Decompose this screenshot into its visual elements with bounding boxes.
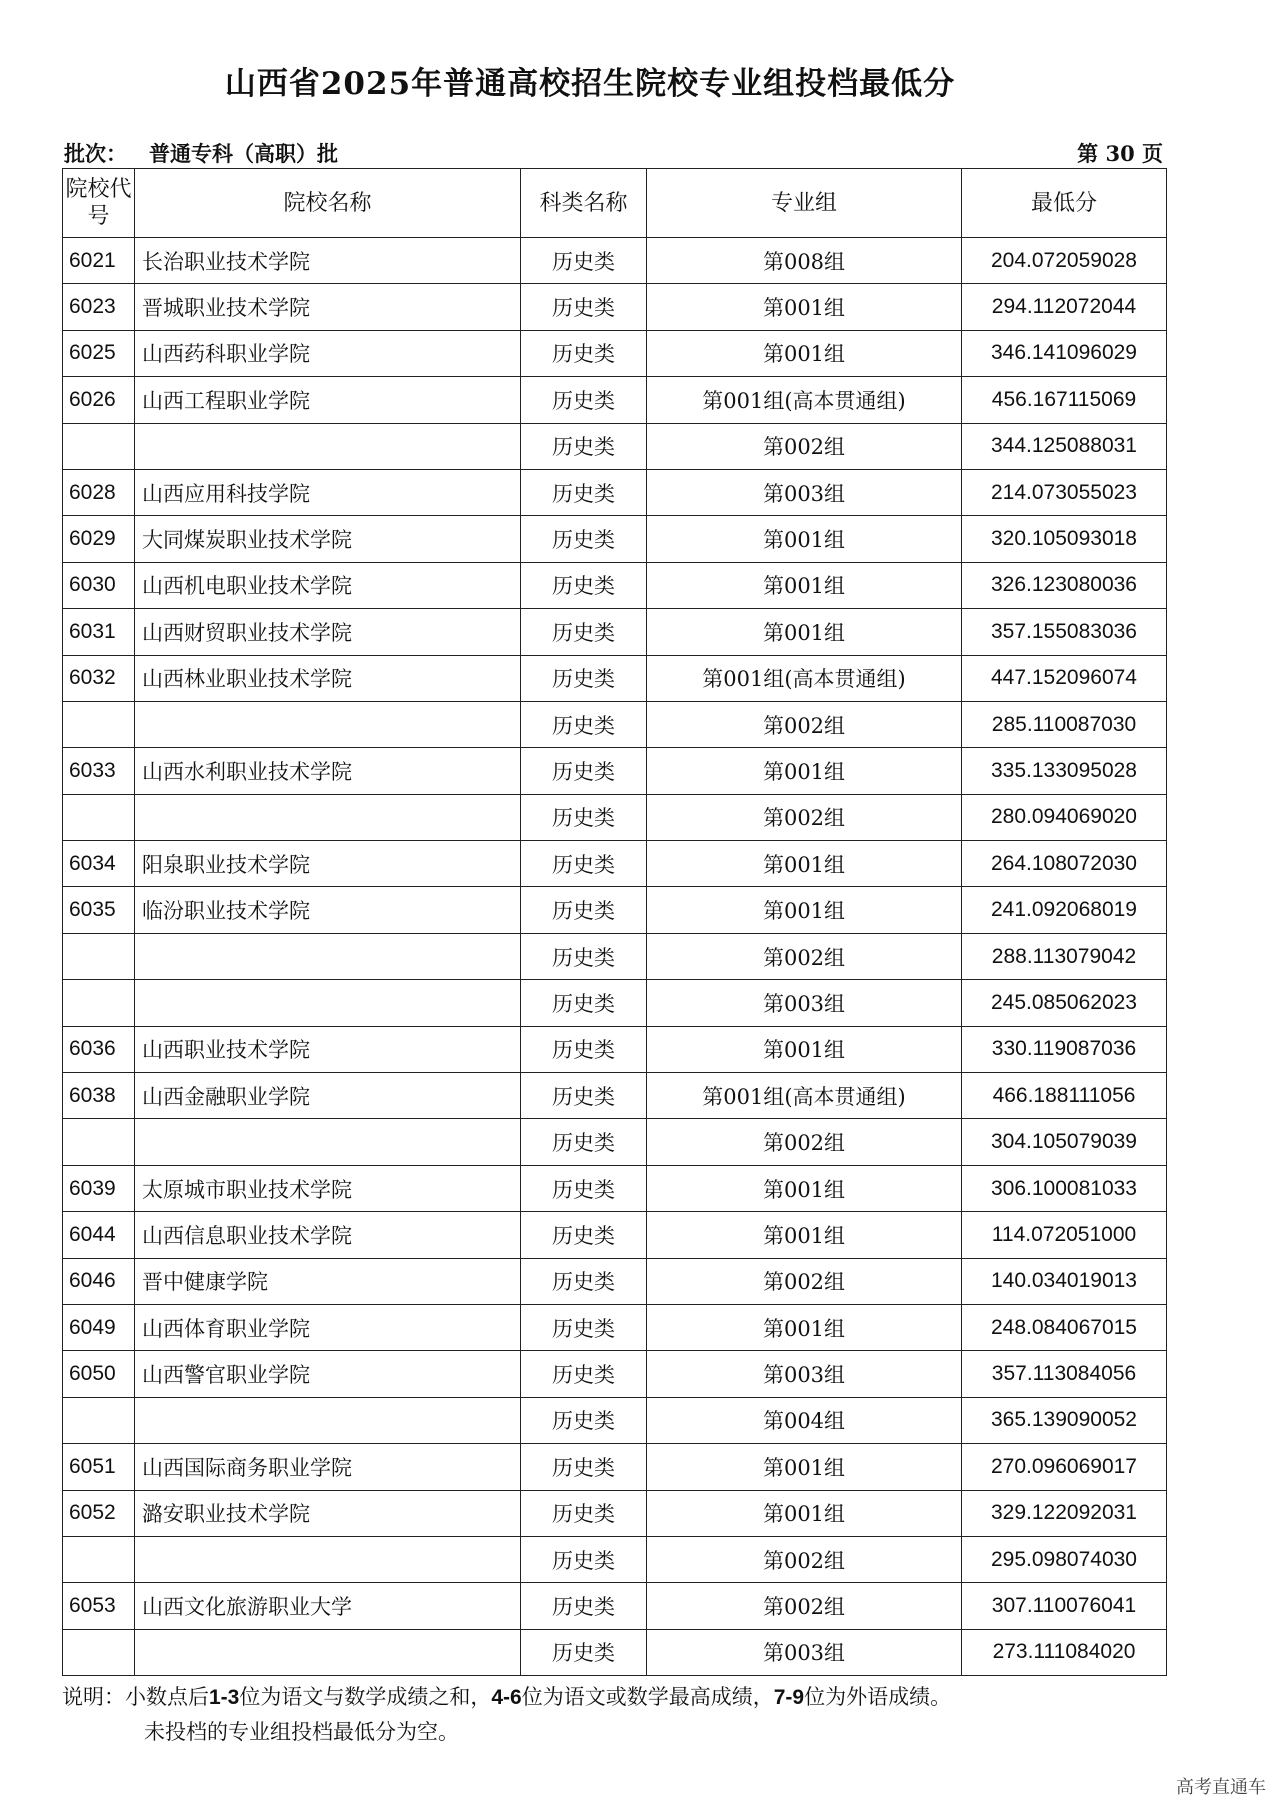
min-score-cell: 447.152096074 <box>962 655 1167 701</box>
school-code-cell: 6053 <box>63 1583 135 1629</box>
school-name-cell: 山西工程职业学院 <box>135 377 521 423</box>
school-code-cell: 6036 <box>63 1026 135 1072</box>
major-group-cell: 第001组 <box>647 284 962 330</box>
school-code-cell: 6021 <box>63 238 135 284</box>
major-group-cell: 第001组(高本贯通组) <box>647 1073 962 1119</box>
school-code-cell <box>63 1397 135 1443</box>
footnote <box>62 1680 951 1749</box>
major-group-cell: 第001组 <box>647 562 962 608</box>
category-cell: 历史类 <box>521 1351 647 1397</box>
min-score-cell: 357.155083036 <box>962 609 1167 655</box>
footnote-text: 位为外语成绩。 <box>804 1685 952 1709</box>
school-name-cell: 山西财贸职业技术学院 <box>135 609 521 655</box>
min-score-cell: 214.073055023 <box>962 469 1167 515</box>
table-row <box>63 1583 1167 1629</box>
major-group-cell: 第002组 <box>647 933 962 979</box>
min-score-cell: 326.123080036 <box>962 562 1167 608</box>
page-number: 第 30 页 <box>1077 141 1163 166</box>
min-score-cell: 335.133095028 <box>962 748 1167 794</box>
category-cell: 历史类 <box>521 284 647 330</box>
header-category: 科类名称 <box>521 169 647 238</box>
school-code-cell: 6051 <box>63 1444 135 1490</box>
footnote-digits: 7-9 <box>773 1686 805 1709</box>
table-row <box>63 609 1167 655</box>
major-group-cell: 第001组 <box>647 1490 962 1536</box>
school-code-cell: 6030 <box>63 562 135 608</box>
school-name-cell: 山西信息职业技术学院 <box>135 1212 521 1258</box>
category-cell: 历史类 <box>521 1444 647 1490</box>
school-code-cell: 6028 <box>63 469 135 515</box>
min-score-cell: 273.111084020 <box>962 1629 1167 1675</box>
watermark: 高考直通车 <box>1176 1777 1266 1798</box>
header-school-name: 院校名称 <box>135 169 521 238</box>
school-name-cell: 山西应用科技学院 <box>135 469 521 515</box>
header-major-group: 专业组 <box>647 169 962 238</box>
major-group-cell: 第001组 <box>647 1212 962 1258</box>
school-code-cell <box>63 1119 135 1165</box>
table-row <box>63 469 1167 515</box>
min-score-cell: 466.188111056 <box>962 1073 1167 1119</box>
school-name-cell: 山西体育职业学院 <box>135 1304 521 1350</box>
school-code-cell: 6039 <box>63 1165 135 1211</box>
table-row <box>63 980 1167 1026</box>
category-cell: 历史类 <box>521 1536 647 1582</box>
school-code-cell: 6031 <box>63 609 135 655</box>
school-name-cell: 山西文化旅游职业大学 <box>135 1583 521 1629</box>
table-row <box>63 794 1167 840</box>
category-cell: 历史类 <box>521 330 647 376</box>
school-code-cell: 6035 <box>63 887 135 933</box>
min-score-cell: 140.034019013 <box>962 1258 1167 1304</box>
major-group-cell: 第002组 <box>647 701 962 747</box>
major-group-cell: 第001组 <box>647 609 962 655</box>
category-cell: 历史类 <box>521 1490 647 1536</box>
category-cell: 历史类 <box>521 1212 647 1258</box>
category-cell: 历史类 <box>521 887 647 933</box>
table-row <box>63 1397 1167 1443</box>
school-name-cell <box>135 423 521 469</box>
category-cell: 历史类 <box>521 377 647 423</box>
category-cell: 历史类 <box>521 933 647 979</box>
category-cell: 历史类 <box>521 609 647 655</box>
school-code-cell <box>63 1536 135 1582</box>
major-group-cell: 第003组 <box>647 980 962 1026</box>
min-score-cell: 285.110087030 <box>962 701 1167 747</box>
table-row <box>63 1119 1167 1165</box>
category-cell: 历史类 <box>521 423 647 469</box>
table-row <box>63 887 1167 933</box>
min-score-cell: 294.112072044 <box>962 284 1167 330</box>
major-group-cell: 第001组 <box>647 748 962 794</box>
school-code-cell: 6038 <box>63 1073 135 1119</box>
table-row <box>63 284 1167 330</box>
school-name-cell <box>135 701 521 747</box>
table-row <box>63 1536 1167 1582</box>
school-code-cell: 6034 <box>63 841 135 887</box>
school-name-cell: 长治职业技术学院 <box>135 238 521 284</box>
min-score-cell: 204.072059028 <box>962 238 1167 284</box>
table-row <box>63 330 1167 376</box>
table-row <box>63 655 1167 701</box>
school-code-cell: 6044 <box>63 1212 135 1258</box>
table-row <box>63 423 1167 469</box>
school-code-cell <box>63 980 135 1026</box>
min-score-cell: 264.108072030 <box>962 841 1167 887</box>
school-code-cell <box>63 423 135 469</box>
school-name-cell: 潞安职业技术学院 <box>135 1490 521 1536</box>
school-name-cell: 临汾职业技术学院 <box>135 887 521 933</box>
batch-label: 批次： <box>64 141 127 166</box>
school-code-cell: 6026 <box>63 377 135 423</box>
category-cell: 历史类 <box>521 655 647 701</box>
category-cell: 历史类 <box>521 1304 647 1350</box>
school-code-cell <box>63 701 135 747</box>
table-row <box>63 377 1167 423</box>
table-row <box>63 1304 1167 1350</box>
major-group-cell: 第001组(高本贯通组) <box>647 655 962 701</box>
table-row <box>63 701 1167 747</box>
school-code-cell: 6049 <box>63 1304 135 1350</box>
major-group-cell: 第003组 <box>647 469 962 515</box>
footnote-label: 说明： <box>62 1685 125 1709</box>
category-cell: 历史类 <box>521 516 647 562</box>
table-row <box>63 1444 1167 1490</box>
major-group-cell: 第002组 <box>647 1119 962 1165</box>
school-code-cell <box>63 1629 135 1675</box>
school-name-cell: 晋城职业技术学院 <box>135 284 521 330</box>
category-cell: 历史类 <box>521 1629 647 1675</box>
min-score-cell: 241.092068019 <box>962 887 1167 933</box>
school-name-cell: 大同煤炭职业技术学院 <box>135 516 521 562</box>
school-code-cell: 6046 <box>63 1258 135 1304</box>
school-name-cell <box>135 1119 521 1165</box>
footnote-text: 位为语文或数学最高成绩， <box>521 1685 774 1709</box>
table-row <box>63 933 1167 979</box>
table-row <box>63 238 1167 284</box>
major-group-cell: 第001组 <box>647 1304 962 1350</box>
school-name-cell: 山西警官职业学院 <box>135 1351 521 1397</box>
major-group-cell: 第003组 <box>647 1351 962 1397</box>
school-name-cell <box>135 1397 521 1443</box>
table-row <box>63 748 1167 794</box>
table-row <box>63 516 1167 562</box>
footnote-text: 位为语文与数学成绩之和， <box>239 1685 492 1709</box>
major-group-cell: 第001组 <box>647 1165 962 1211</box>
min-score-cell: 365.139090052 <box>962 1397 1167 1443</box>
min-score-cell: 320.105093018 <box>962 516 1167 562</box>
header-school-code: 院校代号 <box>63 169 135 238</box>
min-score-cell: 245.085062023 <box>962 980 1167 1026</box>
score-table <box>62 168 1167 1676</box>
category-cell: 历史类 <box>521 1583 647 1629</box>
category-cell: 历史类 <box>521 748 647 794</box>
major-group-cell: 第001组 <box>647 330 962 376</box>
school-name-cell <box>135 794 521 840</box>
min-score-cell: 270.096069017 <box>962 1444 1167 1490</box>
school-name-cell: 山西林业职业技术学院 <box>135 655 521 701</box>
category-cell: 历史类 <box>521 701 647 747</box>
min-score-cell: 306.100081033 <box>962 1165 1167 1211</box>
min-score-cell: 280.094069020 <box>962 794 1167 840</box>
category-cell: 历史类 <box>521 1026 647 1072</box>
category-cell: 历史类 <box>521 1119 647 1165</box>
school-name-cell: 山西国际商务职业学院 <box>135 1444 521 1490</box>
school-code-cell <box>63 933 135 979</box>
school-code-cell: 6029 <box>63 516 135 562</box>
table-row <box>63 1026 1167 1072</box>
category-cell: 历史类 <box>521 238 647 284</box>
school-name-cell: 太原城市职业技术学院 <box>135 1165 521 1211</box>
batch-value: 普通专科（高职）批 <box>149 141 338 166</box>
category-cell: 历史类 <box>521 562 647 608</box>
min-score-cell: 357.113084056 <box>962 1351 1167 1397</box>
table-row <box>63 1258 1167 1304</box>
school-code-cell: 6033 <box>63 748 135 794</box>
min-score-cell: 329.122092031 <box>962 1490 1167 1536</box>
table-row <box>63 562 1167 608</box>
min-score-cell: 330.119087036 <box>962 1026 1167 1072</box>
category-cell: 历史类 <box>521 469 647 515</box>
table-row <box>63 1629 1167 1675</box>
min-score-cell: 295.098074030 <box>962 1536 1167 1582</box>
min-score-cell: 346.141096029 <box>962 330 1167 376</box>
min-score-cell: 304.105079039 <box>962 1119 1167 1165</box>
major-group-cell: 第002组 <box>647 794 962 840</box>
table-body <box>63 238 1167 1676</box>
major-group-cell: 第002组 <box>647 1258 962 1304</box>
footnote-digits: 4-6 <box>491 1686 522 1709</box>
min-score-cell: 307.110076041 <box>962 1583 1167 1629</box>
school-code-cell: 6025 <box>63 330 135 376</box>
table-row <box>63 1165 1167 1211</box>
school-name-cell: 晋中健康学院 <box>135 1258 521 1304</box>
major-group-cell: 第001组 <box>647 841 962 887</box>
school-code-cell: 6050 <box>63 1351 135 1397</box>
category-cell: 历史类 <box>521 841 647 887</box>
category-cell: 历史类 <box>521 1397 647 1443</box>
major-group-cell: 第001组 <box>647 887 962 933</box>
footnote-line-1 <box>62 1680 951 1715</box>
table-header-row <box>63 169 1167 238</box>
table-row <box>63 1073 1167 1119</box>
major-group-cell: 第003组 <box>647 1629 962 1675</box>
school-name-cell <box>135 1536 521 1582</box>
major-group-cell: 第002组 <box>647 1583 962 1629</box>
min-score-cell: 456.167115069 <box>962 377 1167 423</box>
table-row <box>63 1490 1167 1536</box>
table-row <box>63 841 1167 887</box>
header-min-score: 最低分 <box>962 169 1167 238</box>
batch-info <box>64 138 338 168</box>
school-name-cell <box>135 933 521 979</box>
category-cell: 历史类 <box>521 794 647 840</box>
major-group-cell: 第001组(高本贯通组) <box>647 377 962 423</box>
school-code-cell: 6023 <box>63 284 135 330</box>
school-code-cell: 6052 <box>63 1490 135 1536</box>
min-score-cell: 248.084067015 <box>962 1304 1167 1350</box>
school-code-cell <box>63 794 135 840</box>
min-score-cell: 288.113079042 <box>962 933 1167 979</box>
major-group-cell: 第001组 <box>647 516 962 562</box>
major-group-cell: 第002组 <box>647 423 962 469</box>
min-score-cell: 114.072051000 <box>962 1212 1167 1258</box>
category-cell: 历史类 <box>521 1165 647 1211</box>
school-name-cell: 阳泉职业技术学院 <box>135 841 521 887</box>
min-score-cell: 344.125088031 <box>962 423 1167 469</box>
table-row <box>63 1212 1167 1258</box>
school-name-cell: 山西职业技术学院 <box>135 1026 521 1072</box>
category-cell: 历史类 <box>521 980 647 1026</box>
footnote-text: 小数点后 <box>125 1685 209 1709</box>
school-name-cell: 山西机电职业技术学院 <box>135 562 521 608</box>
school-name-cell <box>135 1629 521 1675</box>
category-cell: 历史类 <box>521 1073 647 1119</box>
school-name-cell: 山西水利职业技术学院 <box>135 748 521 794</box>
major-group-cell: 第001组 <box>647 1026 962 1072</box>
school-name-cell: 山西金融职业学院 <box>135 1073 521 1119</box>
category-cell: 历史类 <box>521 1258 647 1304</box>
school-name-cell <box>135 980 521 1026</box>
major-group-cell: 第002组 <box>647 1536 962 1582</box>
major-group-cell: 第004组 <box>647 1397 962 1443</box>
table-row <box>63 1351 1167 1397</box>
footnote-line-2: 未投档的专业组投档最低分为空。 <box>144 1720 459 1744</box>
major-group-cell: 第008组 <box>647 238 962 284</box>
page-title: 山西省2025年普通高校招生院校专业组投档最低分 <box>224 66 956 102</box>
major-group-cell: 第001组 <box>647 1444 962 1490</box>
school-code-cell: 6032 <box>63 655 135 701</box>
school-name-cell: 山西药科职业学院 <box>135 330 521 376</box>
footnote-digits: 1-3 <box>209 1686 240 1709</box>
